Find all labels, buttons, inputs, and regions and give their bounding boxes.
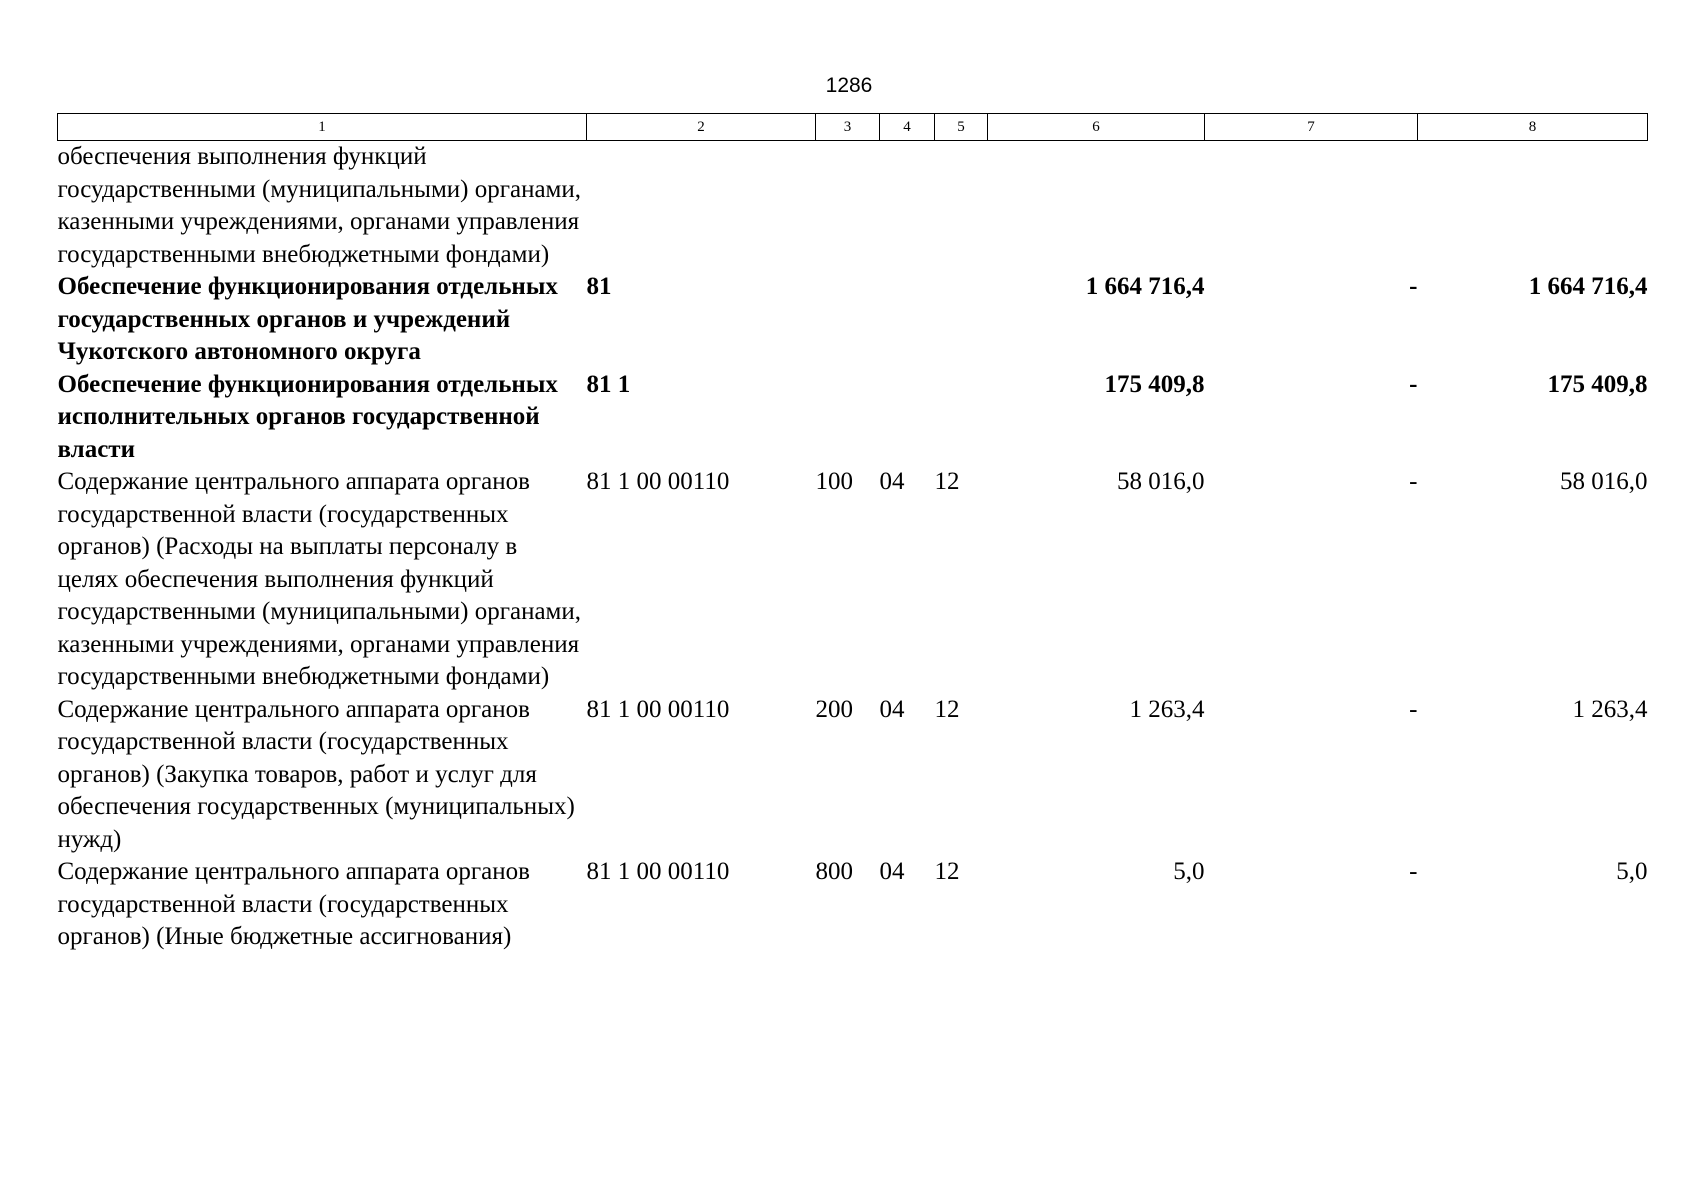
row-description: Содержание центрального аппарата органов государственной власти (государственных органов) (Закупка товаров, работ и услуг для обеспечения государственных (муниципальных) нужд) — [57, 695, 575, 853]
budget-table-container — [57, 113, 1647, 954]
row-section-code — [880, 369, 935, 467]
row-expense-type-code — [816, 271, 880, 369]
row-change-col7: - — [1409, 858, 1418, 885]
row-change-col7: - — [1409, 468, 1418, 495]
row-amount-col8: 58 016,0 — [1560, 468, 1648, 495]
row-section-code: 04 — [879, 695, 905, 723]
table-body — [58, 141, 1648, 954]
row-target-article-code: 81 1 — [586, 370, 631, 398]
budget-table — [57, 113, 1648, 954]
column-number-5: 5 — [935, 114, 988, 141]
row-subsection-code — [935, 271, 988, 369]
column-number-2: 2 — [587, 114, 816, 141]
column-number-3: 3 — [816, 114, 880, 141]
row-target-article-code: 81 1 00 00110 — [586, 695, 730, 723]
row-description: Обеспечение функционирования отдельных исполнительных органов государственной власти — [57, 370, 558, 463]
row-section-code — [880, 141, 935, 272]
column-number-8: 8 — [1418, 114, 1648, 141]
table-row — [58, 141, 1648, 272]
row-section-code — [880, 271, 935, 369]
row-subsection-code — [935, 369, 988, 467]
row-description: Содержание центрального аппарата органов государственной власти (государственных органов) (Расходы на выплаты персоналу в целях обеспечения выполнения функций государственными (муниципальными) органами, казенными учреждениями, органами управления государственными внебюджетными фондами) — [57, 468, 581, 690]
table-header — [58, 114, 1648, 141]
column-number-6: 6 — [988, 114, 1205, 141]
row-amount-col8: 5,0 — [1616, 858, 1648, 885]
row-target-article-code: 81 1 00 00110 — [586, 858, 730, 885]
row-subsection-code — [935, 141, 988, 272]
row-change-col7 — [1205, 141, 1418, 272]
column-number-1: 1 — [58, 114, 587, 141]
row-description: Обеспечение функционирования отдельных государственных органов и учреждений Чукотского автономного округа — [57, 273, 558, 365]
row-expense-type-code: 800 — [815, 858, 853, 885]
row-target-article-code: 81 1 00 00110 — [586, 468, 730, 495]
row-section-code: 04 — [879, 468, 905, 495]
table-row — [58, 369, 1648, 467]
row-amount-col6: 1 664 716,4 — [1085, 273, 1205, 300]
row-expense-type-code — [816, 141, 880, 272]
table-row — [58, 466, 1648, 694]
table-row — [58, 271, 1648, 369]
row-change-col7: - — [1409, 695, 1418, 723]
row-amount-col6: 5,0 — [1173, 858, 1205, 885]
row-section-code: 04 — [879, 858, 905, 885]
column-number-row — [58, 114, 1648, 141]
page-number: 1286 — [825, 74, 873, 97]
column-number-4: 4 — [880, 114, 935, 141]
row-description: обеспечения выполнения функций государственными (муниципальными) органами, казенными учреждениями, органами управления государственными внебюджетными фондами) — [57, 143, 581, 268]
row-subsection-code: 12 — [934, 468, 960, 495]
table-row — [58, 694, 1648, 857]
row-amount-col6: 58 016,0 — [1117, 468, 1205, 495]
column-number-7: 7 — [1205, 114, 1418, 141]
row-subsection-code: 12 — [934, 695, 960, 723]
row-expense-type-code — [816, 369, 880, 467]
row-subsection-code: 12 — [934, 858, 960, 885]
row-expense-type-code: 200 — [815, 695, 853, 723]
row-amount-col6: 175 409,8 — [1104, 370, 1205, 398]
row-description: Содержание центрального аппарата органов государственной власти (государственных органов) (Иные бюджетные ассигнования) — [57, 858, 530, 950]
row-amount-col8: 1 263,4 — [1572, 695, 1648, 723]
row-change-col7: - — [1409, 273, 1418, 300]
row-amount-col6: 1 263,4 — [1129, 695, 1205, 723]
row-target-article-code — [587, 141, 816, 272]
row-amount-col8 — [1418, 141, 1648, 272]
row-amount-col6 — [988, 141, 1205, 272]
table-row — [58, 856, 1648, 954]
row-expense-type-code: 100 — [815, 468, 853, 495]
row-target-article-code: 81 — [586, 273, 612, 300]
row-amount-col8: 1 664 716,4 — [1528, 273, 1648, 300]
row-change-col7: - — [1409, 370, 1418, 398]
row-amount-col8: 175 409,8 — [1547, 370, 1648, 398]
